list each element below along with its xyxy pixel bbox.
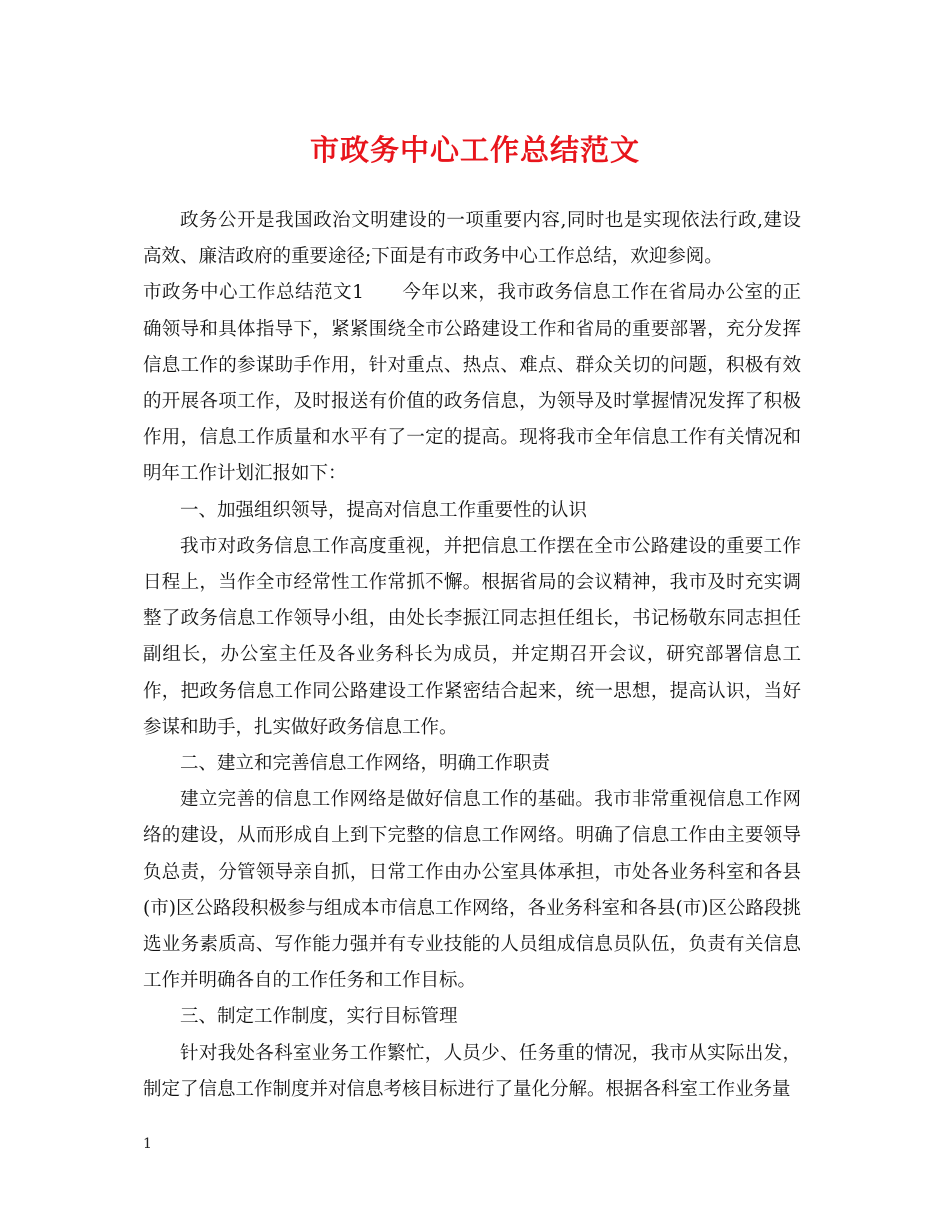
paragraph-section-2: 建立完善的信息工作网络是做好信息工作的基础。我市非常重视信息工作网络的建设，从而形成自上到下完整的信息工作网络。明确了信息工作由主要领导负总责，分管领导亲自抓，日常工作由办公室具体承担，市处各业务科室和各县(市)区公路段积极参与组成本市信息工作网络，各业务科室和各县(市)区公路段挑选业务素质高、写作能力强并有专业技能的人员组成信息员队伍，负责有关信息工作并明确各自的工作任务和工作目标。 [143,789,801,992]
document-body [143,203,801,1108]
section-heading-3: 三、制定工作制度，实行目标管理 [180,1006,458,1028]
paragraph-section-3: 针对我处各科室业务工作繁忙，人员少、任务重的情况，我市从实际出发，制定了信息工作制度并对信息考核目标进行了量化分解。根据各科室工作业务量 [143,1042,801,1100]
section-heading-2: 二、建立和完善信息工作网络，明确工作职责 [180,753,551,775]
paragraph-section-1: 我市对政务信息工作高度重视，并把信息工作摆在全市公路建设的重要工作日程上，当作全市经常性工作常抓不懈。根据省局的会议精神，我市及时充实调整了政务信息工作领导小组，由处长李振江同志担任组长，书记杨敬东同志担任副组长，办公室主任及各业务科长为成员，并定期召开会议，研究部署信息工作，把政务信息工作同公路建设工作紧密结合起来，统一思想，提高认识，当好参谋和助手，扎实做好政务信息工作。 [143,535,801,738]
section-heading-1: 一、加强组织领导，提高对信息工作重要性的认识 [180,499,588,521]
paragraph-intro: 政务公开是我国政治文明建设的一项重要内容,同时也是实现依法行政,建设高效、廉洁政府的重要途径;下面是有市政务中心工作总结，欢迎参阅。 [143,210,801,268]
document-title: 市政务中心工作总结范文 [309,133,640,167]
page-number: 1 [143,1136,152,1152]
paragraph-summary-opening: 市政务中心工作总结范文1 今年以来，我市政务信息工作在省局办公室的正确领导和具体指导下，紧紧围绕全市公路建设工作和省局的重要部署，充分发挥信息工作的参谋助手作用，针对重点、热点、难点、群众关切的问题，积极有效的开展各项工作，及时报送有价值的政务信息，为领导及时掌握情况发挥了积极作用，信息工作质量和水平有了一定的提高。现将我市全年信息工作有关情况和明年工作计划汇报如下： [143,282,801,485]
